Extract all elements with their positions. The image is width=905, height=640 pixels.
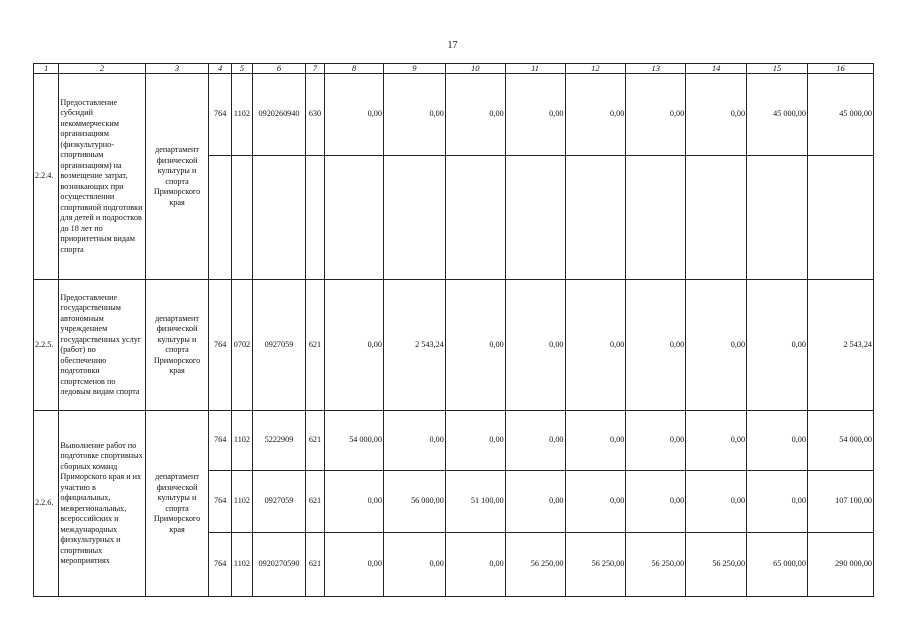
section-code: 1102 <box>231 411 252 471</box>
amount-cell: 56 250,00 <box>626 533 686 597</box>
amount-cell: 56 250,00 <box>565 533 626 597</box>
amount-cell: 0,00 <box>626 280 686 411</box>
item-name: Предоставление субсидий некоммерческим организациям (физкультурно-спортивным организациям) на возмещение затрат, возникающих при осуществлении спортивной подготовки для детей и подростков до 18 лет по приоритетным видам спорта <box>59 74 145 280</box>
grbs-code: 764 <box>209 280 231 411</box>
section-code: 0702 <box>231 280 252 411</box>
target-article-code: 0920260940 <box>253 74 306 156</box>
amount-cell: 54 000,00 <box>807 411 873 471</box>
column-header: 11 <box>505 64 565 74</box>
section-code: 1102 <box>231 471 252 533</box>
page-number: 17 <box>447 40 458 51</box>
amount-cell: 56 250,00 <box>505 533 565 597</box>
column-header: 6 <box>253 64 306 74</box>
amount-cell: 0,00 <box>445 533 505 597</box>
column-header: 10 <box>445 64 505 74</box>
column-header: 8 <box>325 64 384 74</box>
item-name: Выполнение работ по подготовке спортивных сборных команд Приморского края и их участию в официальных, межрегиональных, всероссийских и международных физкультурных и спортивных мероприятиях <box>59 411 145 597</box>
amount-cell: 0,00 <box>686 471 747 533</box>
amount-cell: 0,00 <box>325 74 384 156</box>
amount-cell: 0,00 <box>686 411 747 471</box>
amount-cell: 0,00 <box>747 471 808 533</box>
amount-cell <box>325 156 384 280</box>
amount-cell <box>505 156 565 280</box>
amount-cell: 0,00 <box>445 74 505 156</box>
amount-cell: 0,00 <box>445 280 505 411</box>
target-article-code: 5222909 <box>253 411 306 471</box>
amount-cell: 0,00 <box>565 471 626 533</box>
amount-cell: 56 250,00 <box>686 533 747 597</box>
amount-cell: 0,00 <box>565 280 626 411</box>
amount-cell <box>747 156 808 280</box>
amount-cell: 0,00 <box>383 411 445 471</box>
column-header: 12 <box>565 64 626 74</box>
amount-cell: 0,00 <box>626 411 686 471</box>
column-header: 3 <box>145 64 209 74</box>
grbs-code: 764 <box>209 471 231 533</box>
grbs-code: 764 <box>209 74 231 156</box>
expense-type-code: 621 <box>305 533 324 597</box>
budget-table <box>33 63 874 597</box>
column-header: 15 <box>747 64 808 74</box>
column-header: 4 <box>209 64 231 74</box>
item-number: 2.2.6. <box>34 411 59 597</box>
department: департамент физической культуры и спорта Приморского края <box>145 411 209 597</box>
amount-cell: 0,00 <box>747 280 808 411</box>
column-header: 7 <box>305 64 324 74</box>
column-header: 5 <box>231 64 252 74</box>
expense-type-code: 621 <box>305 280 324 411</box>
amount-cell <box>383 156 445 280</box>
department: департамент физической культуры и спорта Приморского края <box>145 74 209 280</box>
department: департамент физической культуры и спорта Приморского края <box>145 280 209 411</box>
amount-cell: 0,00 <box>325 533 384 597</box>
amount-cell: 0,00 <box>565 74 626 156</box>
amount-cell: 0,00 <box>686 74 747 156</box>
item-name: Предоставление государственным автономным учреждением государственных услуг (работ) по обеспечению подготовки спортсменов по ледовым видам спорта <box>59 280 145 411</box>
amount-cell: 0,00 <box>565 411 626 471</box>
amount-cell: 2 543,24 <box>383 280 445 411</box>
amount-cell <box>807 156 873 280</box>
amount-cell: 0,00 <box>505 471 565 533</box>
target-article-code <box>253 156 306 280</box>
amount-cell <box>686 156 747 280</box>
target-article-code: 0920270590 <box>253 533 306 597</box>
section-code <box>231 156 252 280</box>
amount-cell: 0,00 <box>686 280 747 411</box>
column-header: 13 <box>626 64 686 74</box>
column-header: 16 <box>807 64 873 74</box>
amount-cell: 54 000,00 <box>325 411 384 471</box>
amount-cell: 45 000,00 <box>807 74 873 156</box>
amount-cell <box>626 156 686 280</box>
amount-cell: 0,00 <box>383 533 445 597</box>
amount-cell: 51 100,00 <box>445 471 505 533</box>
table-row <box>34 74 874 156</box>
amount-cell: 0,00 <box>325 471 384 533</box>
amount-cell: 107 100,00 <box>807 471 873 533</box>
target-article-code: 0927059 <box>253 280 306 411</box>
column-header: 1 <box>34 64 59 74</box>
expense-type-code: 621 <box>305 411 324 471</box>
amount-cell: 290 000,00 <box>807 533 873 597</box>
section-code: 1102 <box>231 533 252 597</box>
item-number: 2.2.5. <box>34 280 59 411</box>
amount-cell: 0,00 <box>747 411 808 471</box>
amount-cell: 0,00 <box>325 280 384 411</box>
expense-type-code <box>305 156 324 280</box>
amount-cell: 0,00 <box>505 74 565 156</box>
amount-cell: 0,00 <box>445 411 505 471</box>
amount-cell: 0,00 <box>505 280 565 411</box>
target-article-code: 0927059 <box>253 471 306 533</box>
grbs-code: 764 <box>209 533 231 597</box>
amount-cell: 0,00 <box>505 411 565 471</box>
amount-cell: 2 543,24 <box>807 280 873 411</box>
header-row <box>34 64 874 74</box>
table-row <box>34 280 874 411</box>
amount-cell: 0,00 <box>626 471 686 533</box>
amount-cell <box>565 156 626 280</box>
expense-type-code: 630 <box>305 74 324 156</box>
column-header: 2 <box>59 64 145 74</box>
grbs-code: 764 <box>209 411 231 471</box>
column-header: 14 <box>686 64 747 74</box>
amount-cell: 45 000,00 <box>747 74 808 156</box>
column-header: 9 <box>383 64 445 74</box>
expense-type-code: 621 <box>305 471 324 533</box>
amount-cell: 0,00 <box>383 74 445 156</box>
grbs-code <box>209 156 231 280</box>
section-code: 1102 <box>231 74 252 156</box>
amount-cell: 0,00 <box>626 74 686 156</box>
amount-cell: 65 000,00 <box>747 533 808 597</box>
amount-cell: 56 000,00 <box>383 471 445 533</box>
amount-cell <box>445 156 505 280</box>
item-number: 2.2.4. <box>34 74 59 280</box>
table-row <box>34 411 874 471</box>
